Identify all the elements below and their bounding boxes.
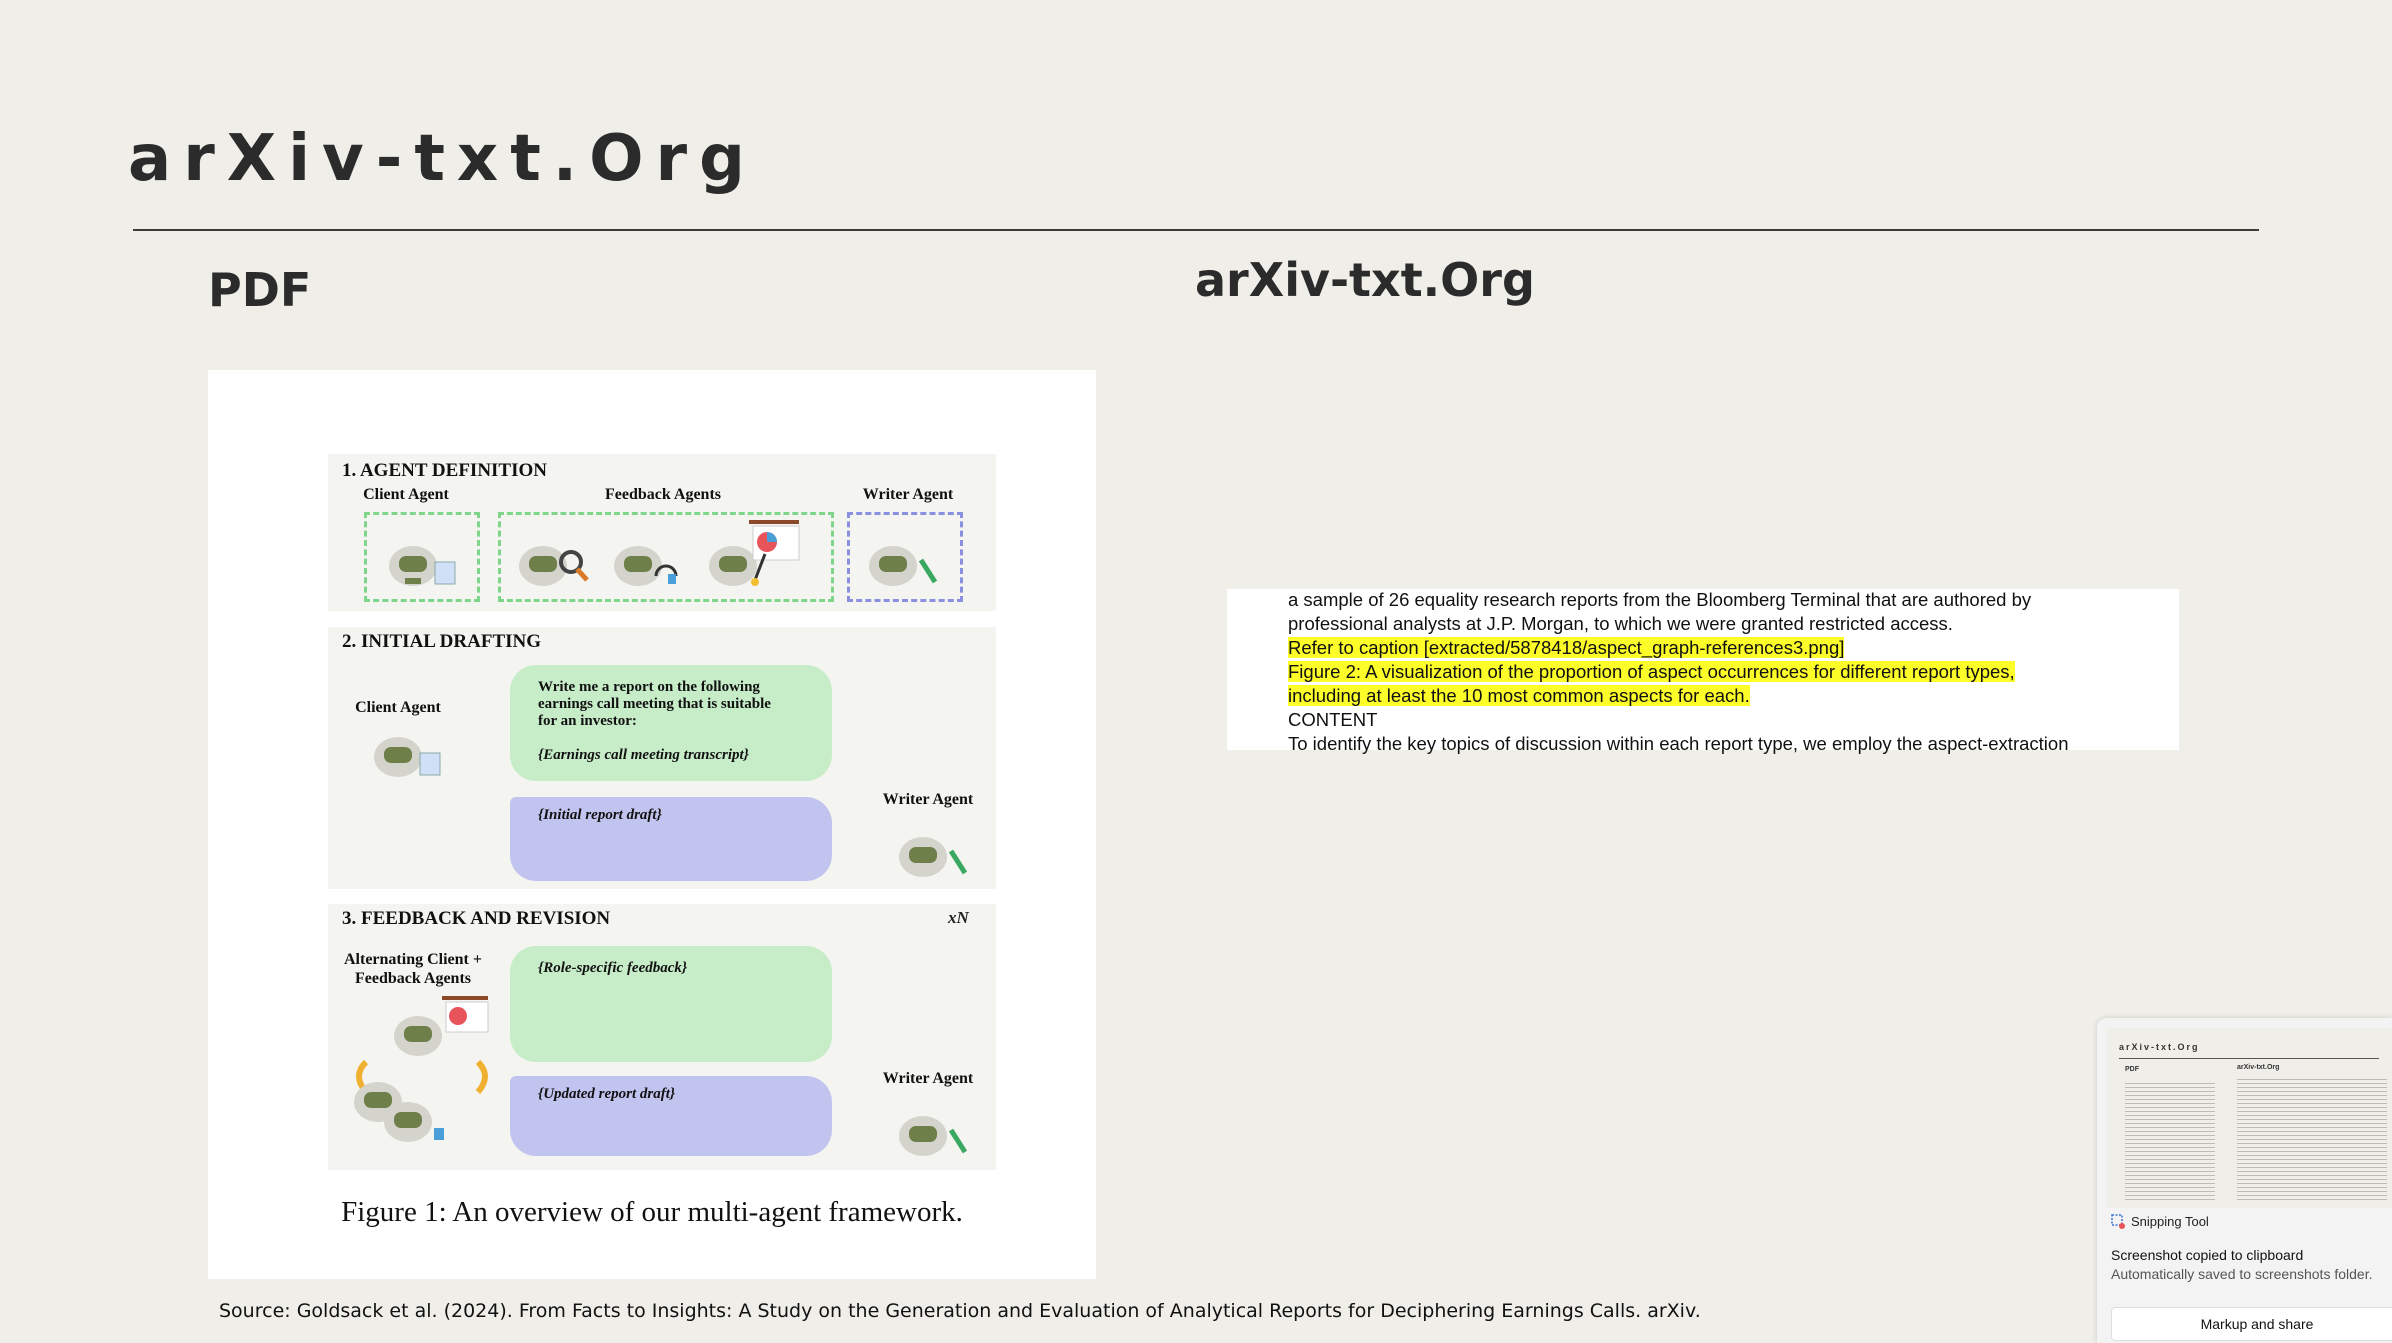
robot-group-icon	[338, 992, 508, 1162]
role-feedback-text: {Role-specific feedback}	[538, 960, 688, 976]
feedback-bubble	[510, 946, 832, 1062]
left-column-heading: PDF	[208, 263, 312, 317]
initial-drafting-section	[328, 627, 996, 889]
robot-icon	[703, 514, 803, 594]
pdf-figure-panel	[208, 370, 1096, 1279]
writer-agent-label: Writer Agent	[882, 791, 974, 808]
updated-draft-text: {Updated report draft}	[538, 1086, 676, 1102]
highlight: Figure 2: A visualization of the proportion of aspect occurrences for different report types,	[1288, 661, 2015, 682]
request-text-line: for an investor:	[538, 713, 637, 729]
robot-icon	[893, 823, 973, 883]
app-name: Snipping Tool	[2131, 1214, 2209, 1229]
alternating-label-line: Alternating Client +	[344, 951, 482, 968]
extracted-text-panel	[1227, 589, 2179, 754]
feedback-agents-label: Feedback Agents	[605, 486, 721, 503]
highlighted-text-line	[1288, 661, 2015, 683]
thumbnail-right-heading: arXiv-txt.Org	[2237, 1064, 2280, 1071]
slide-title: arXiv-txt.Org	[128, 122, 757, 196]
screenshot-thumbnail[interactable]	[2107, 1028, 2392, 1208]
section-title: 1. AGENT DEFINITION	[342, 460, 548, 481]
request-text-line: earnings call meeting that is suitable	[538, 696, 771, 712]
robot-icon	[513, 532, 593, 592]
iteration-label: xN	[948, 908, 969, 927]
client-agent-label: Client Agent	[363, 486, 449, 503]
initial-draft-text: {Initial report draft}	[538, 807, 662, 823]
text-line: a sample of 26 equality research reports from the Bloomberg Terminal that are authored by	[1288, 589, 2032, 610]
notification-submessage: Automatically saved to screenshots folder.	[2111, 1266, 2373, 1282]
updated-draft-bubble	[510, 1076, 832, 1156]
alternating-agents-label	[328, 950, 498, 988]
robot-icon	[608, 532, 688, 592]
highlighted-text-line	[1288, 685, 1750, 707]
text-line: professional analysts at J.P. Morgan, to which we were granted restricted access.	[1288, 613, 1953, 634]
request-text-line: Write me a report on the following	[538, 679, 760, 695]
highlight: Refer to caption [extracted/5878418/aspect_graph-references3.png]	[1288, 637, 1845, 658]
section-title: 3. FEEDBACK AND REVISION	[342, 908, 611, 929]
robot-icon	[368, 723, 448, 783]
robot-icon	[863, 532, 943, 592]
source-citation: Source: Goldsack et al. (2024). From Facts to Insights: A Study on the Generation and Evaluation of Analytical Reports for Deciphering Earnings Calls. arXiv.	[219, 1300, 1701, 1322]
markup-and-share-button[interactable]: Markup and share	[2111, 1307, 2392, 1341]
feedback-revision-section	[328, 904, 996, 1170]
highlight: including at least the 10 most common aspects for each.	[1288, 685, 1750, 706]
writer-agent-label: Writer Agent	[862, 486, 954, 503]
figure-caption: Figure 1: An overview of our multi-agent framework.	[341, 1196, 963, 1228]
thumbnail-right-text	[2237, 1076, 2387, 1200]
title-divider	[133, 229, 2259, 231]
writer-agent-label: Writer Agent	[882, 1070, 974, 1087]
notification-message: Screenshot copied to clipboard	[2111, 1247, 2304, 1263]
snipping-tool-notification[interactable]	[2097, 1018, 2392, 1343]
alternating-label-line: Feedback Agents	[355, 970, 471, 987]
draft-bubble	[510, 797, 832, 881]
transcript-text: {Earnings call meeting transcript}	[538, 747, 749, 763]
text-line: CONTENT	[1288, 709, 1378, 730]
thumbnail-left-heading: PDF	[2125, 1066, 2139, 1073]
text-line: To identify the key topics of discussion within each report type, we employ the aspect-extraction	[1288, 733, 2069, 754]
thumbnail-left-text	[2125, 1080, 2215, 1200]
robot-icon	[383, 532, 463, 592]
thumbnail-title: arXiv-txt.Org	[2119, 1042, 2200, 1052]
highlighted-text-line	[1288, 637, 1844, 659]
section-title: 2. INITIAL DRAFTING	[342, 631, 542, 652]
robot-icon	[893, 1102, 973, 1162]
client-agent-label: Client Agent	[355, 699, 441, 716]
agent-definition-section	[328, 454, 996, 611]
request-bubble	[510, 665, 832, 781]
thumbnail-divider	[2119, 1058, 2379, 1059]
snipping-tool-icon	[2111, 1214, 2127, 1230]
right-column-heading: arXiv-txt.Org	[1195, 253, 1535, 307]
